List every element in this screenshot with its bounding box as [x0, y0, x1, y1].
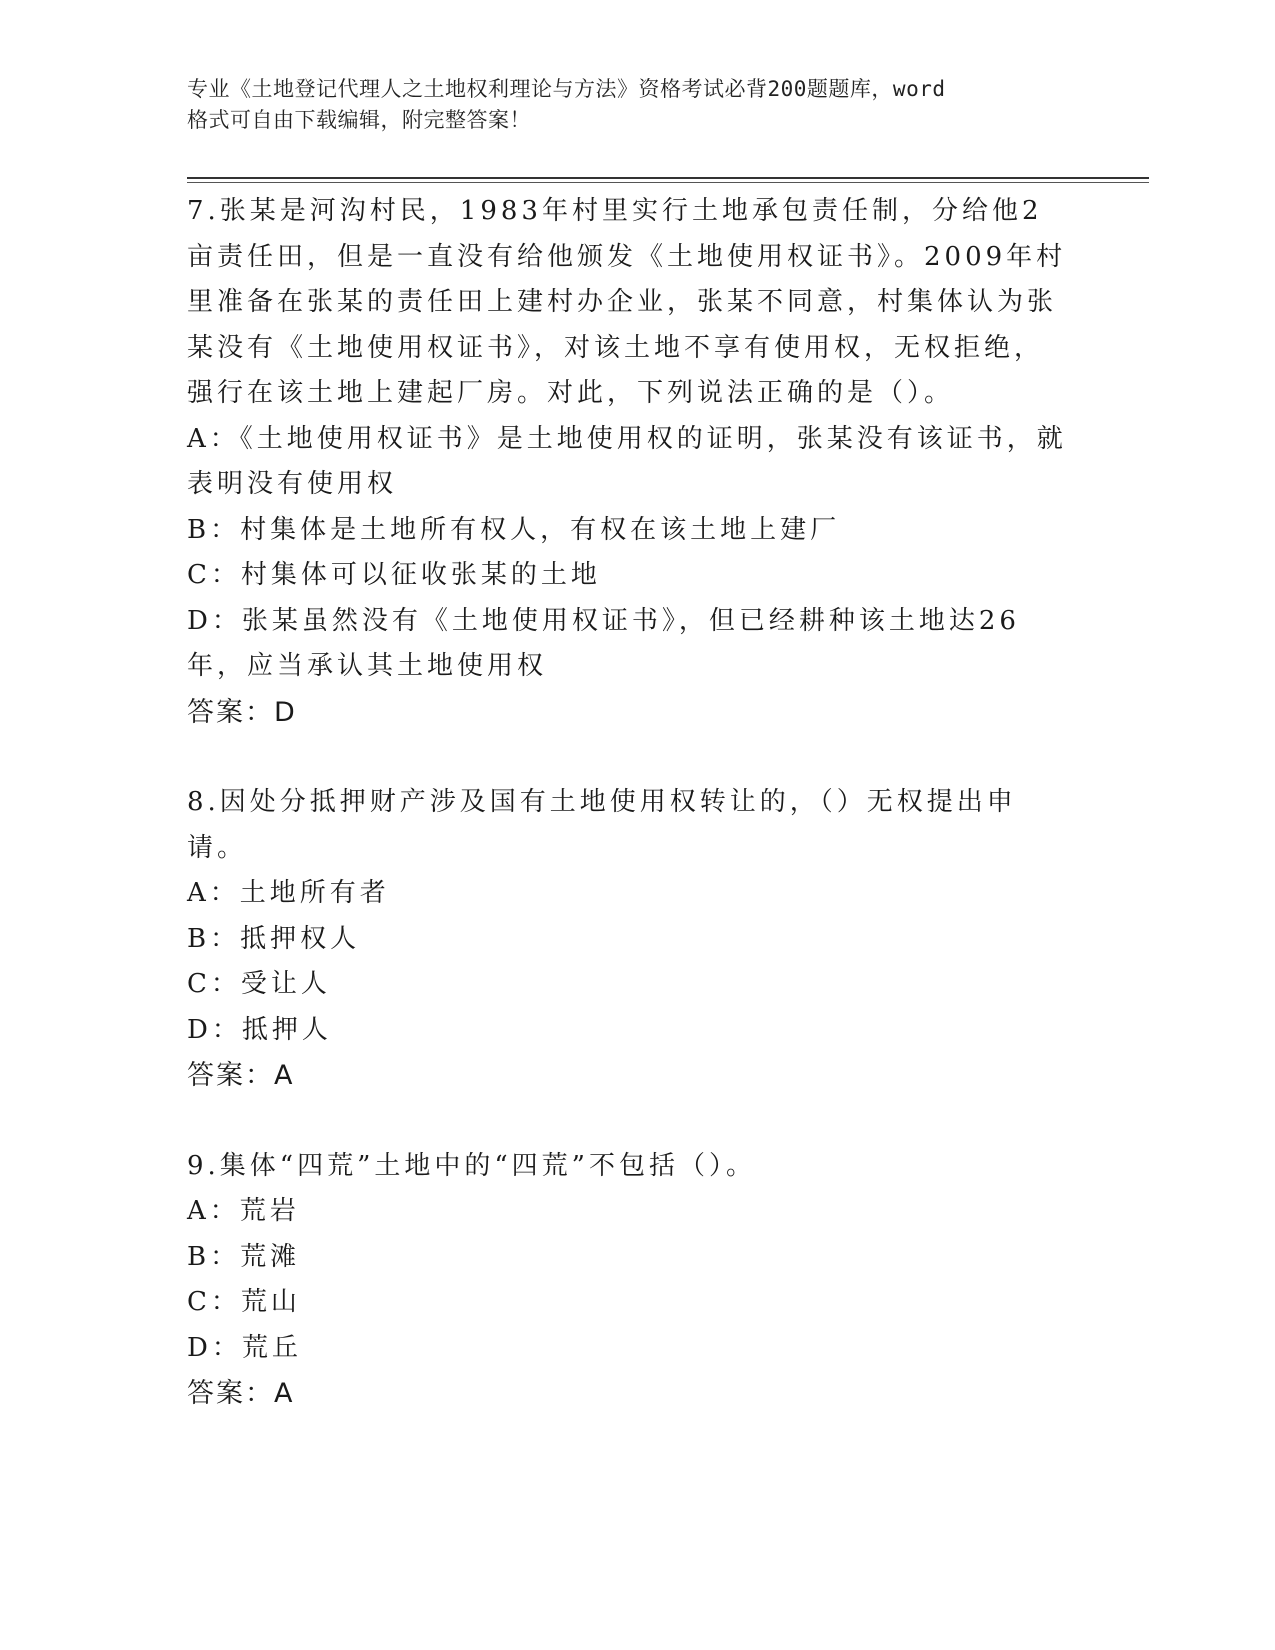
question-7 [187, 189, 1067, 735]
document-header [187, 74, 1067, 136]
option-b: B：荒滩 [187, 1241, 301, 1272]
header-title-line-1: 专业《土地登记代理人之土地权利理论与方法》资格考试必背200题题库，word [187, 77, 946, 101]
answer-label: 答案：A [187, 1060, 295, 1091]
question-stem: 7.张某是河沟村民，1983年村里实行土地承包责任制，分给他2亩责任田，但是一直没有给他颁发《土地使用权证书》。2009年村里准备在张某的责任田上建村办企业，张某不同意，村集体认为张某没有《土地使用权证书》，对该土地不享有使用权，无权拒绝，强行在该土地上建起厂房。对此，下列说法正确的是（）。 [187, 196, 1067, 408]
question-stem: 8.因处分抵押财产涉及国有土地使用权转让的，（）无权提出申请。 [187, 787, 1017, 863]
option-c: C：受让人 [187, 969, 331, 999]
option-d: D：张某虽然没有《土地使用权证书》，但已经耕种该土地达26年，应当承认其土地使用权 [187, 605, 1020, 681]
header-title-line-2: 格式可自由下载编辑，附完整答案！ [187, 108, 531, 132]
option-a: A：土地所有者 [187, 878, 390, 908]
option-d: D：荒丘 [187, 1332, 302, 1363]
option-c: C：荒山 [187, 1287, 301, 1317]
option-c: C：村集体可以征收张某的土地 [187, 560, 601, 590]
answer-label: 答案：A [187, 1378, 295, 1409]
option-a: A：荒岩 [187, 1196, 300, 1226]
option-d: D：抵押人 [187, 1014, 332, 1045]
question-stem: 9.集体“四荒”土地中的“四荒”不包括（）。 [187, 1150, 756, 1181]
answer-label: 答案：D [187, 696, 297, 728]
header-divider-thin [187, 182, 1149, 183]
question-9 [187, 1144, 1067, 1417]
option-b: B：村集体是土地所有权人，有权在该土地上建厂 [187, 514, 841, 545]
option-b: B：抵押权人 [187, 923, 361, 954]
question-8 [187, 780, 1067, 1099]
header-divider-thick [187, 177, 1149, 179]
question-list [187, 189, 1067, 1417]
option-a: A：《土地使用权证书》是土地使用权的证明，张某没有该证书，就表明没有使用权 [187, 423, 1067, 499]
